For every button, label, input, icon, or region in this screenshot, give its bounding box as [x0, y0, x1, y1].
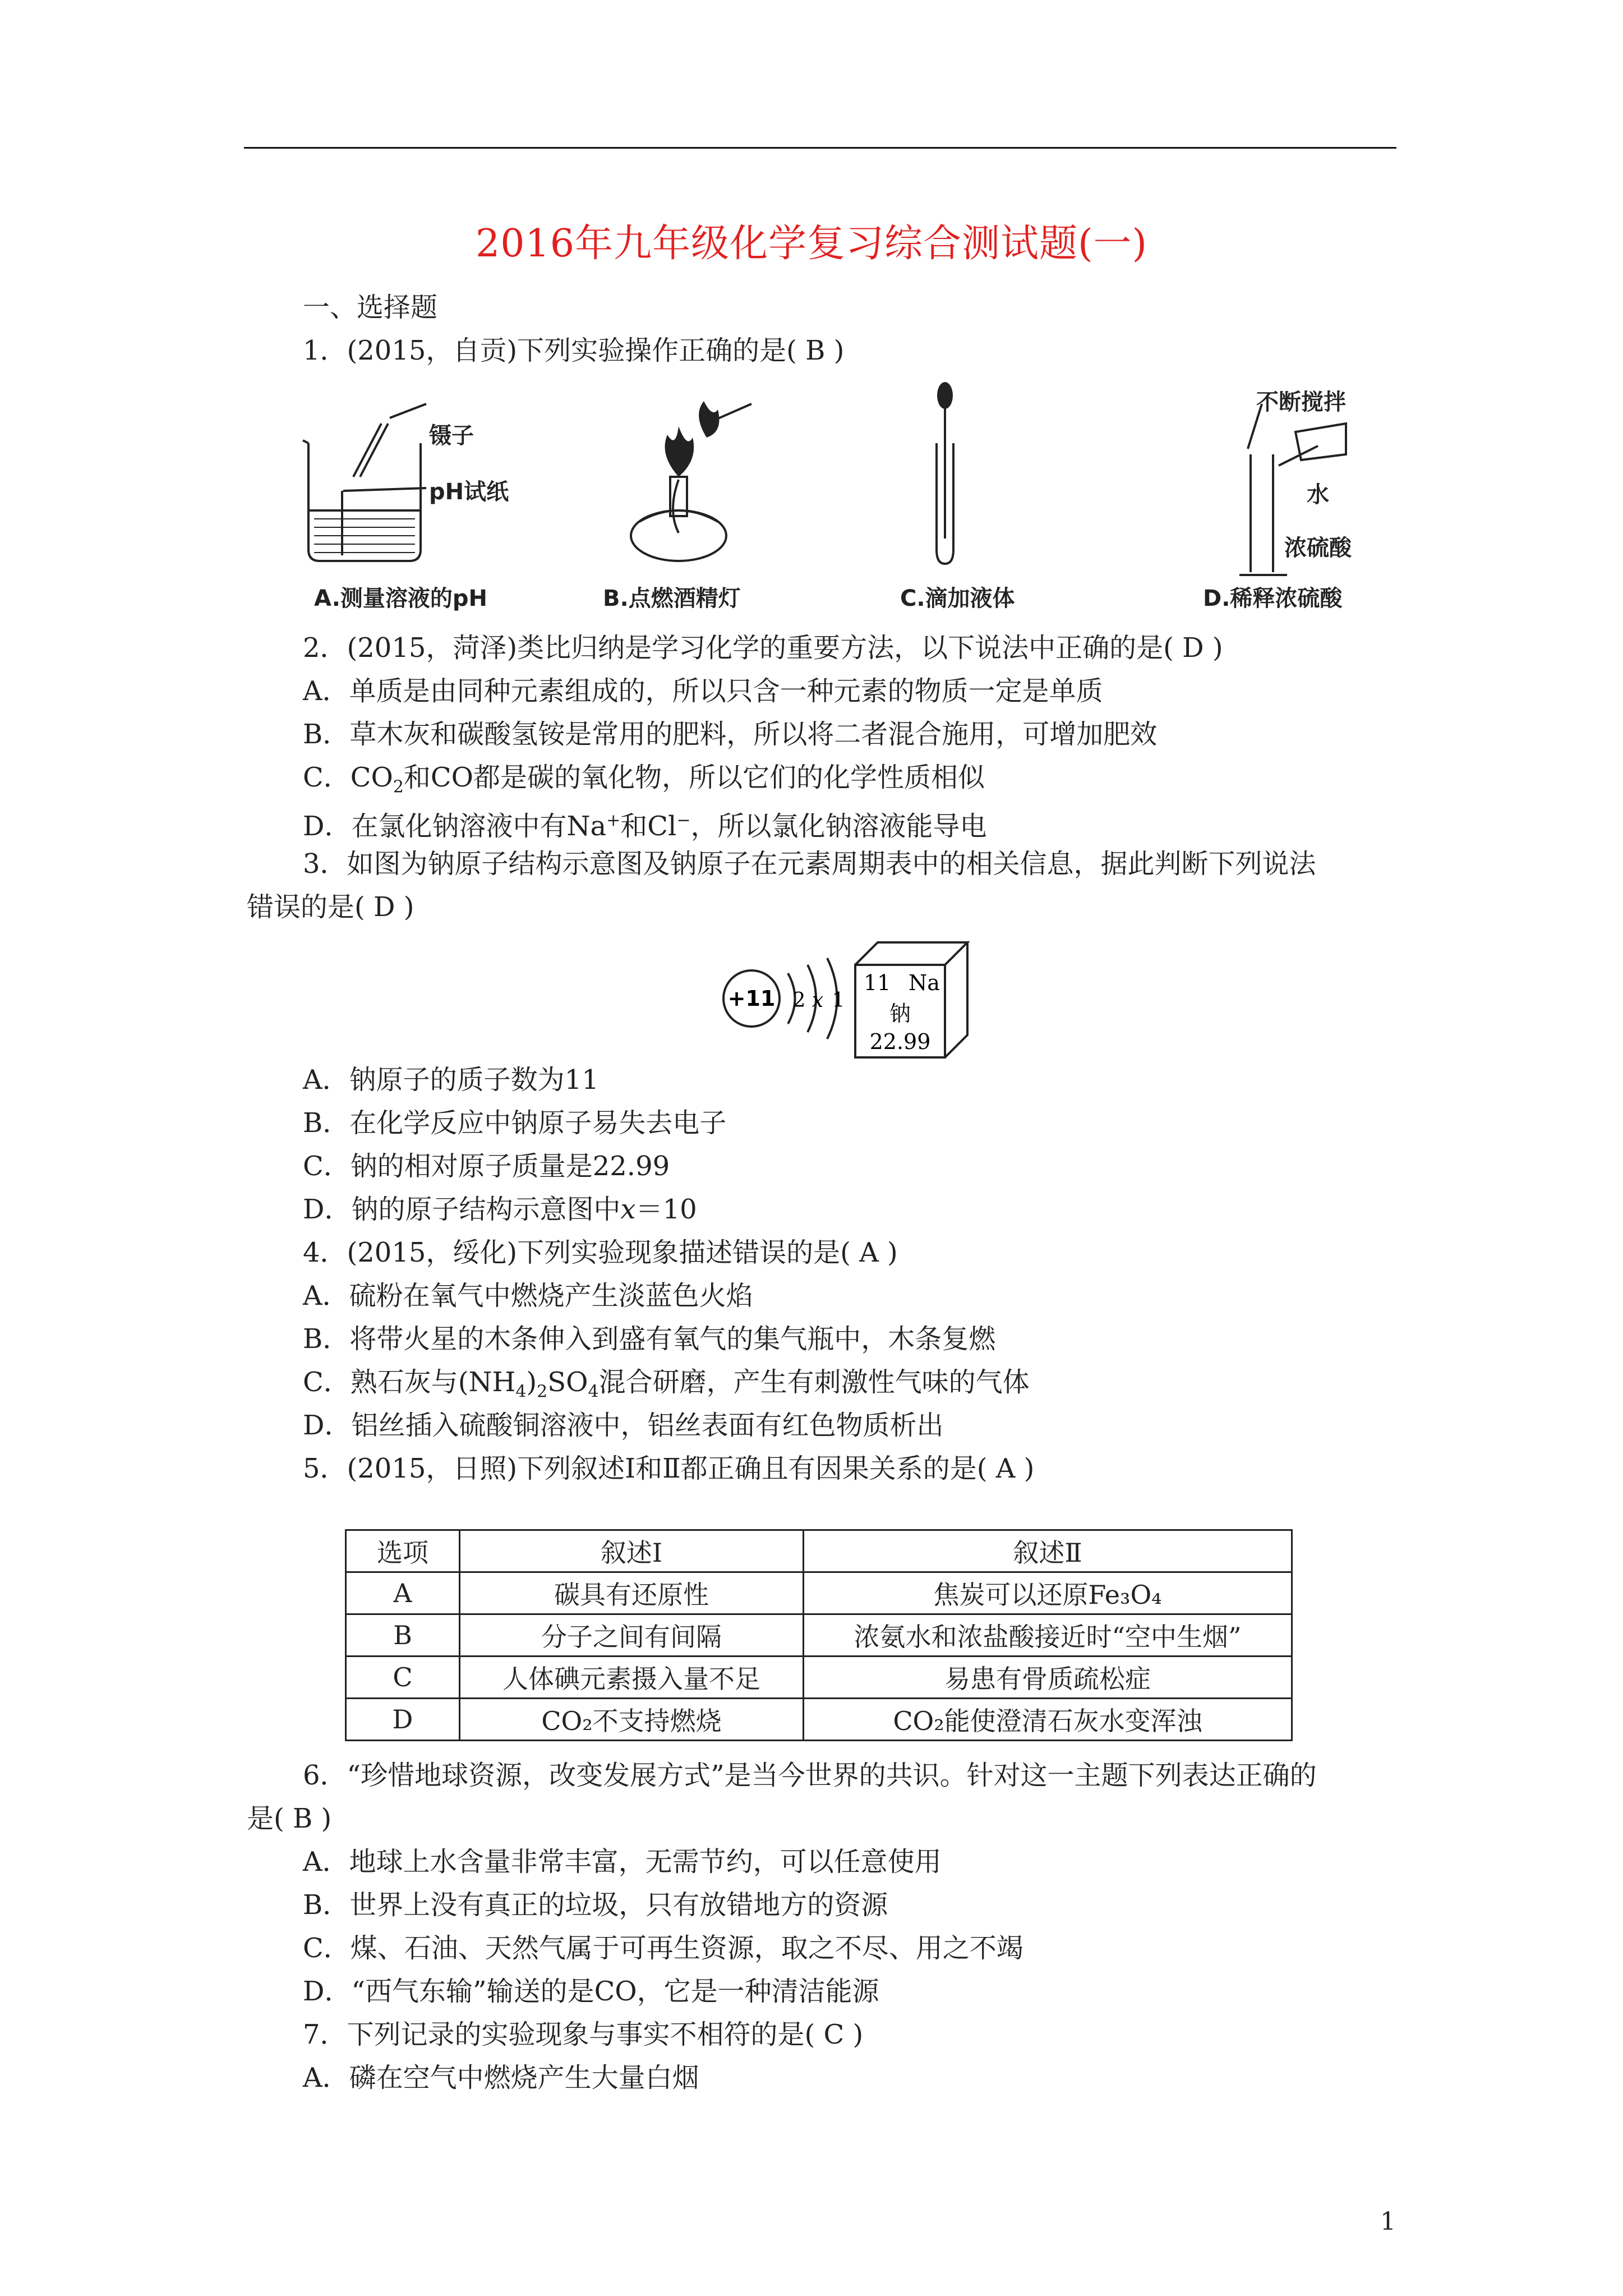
- table-cell: 碳具有还原性: [460, 1572, 804, 1614]
- q2-option-b: B．草木灰和碳酸氢铵是常用的肥料，所以将二者混合施用，可增加肥效: [303, 719, 1158, 750]
- q7-option-a: A．磷在空气中燃烧产生大量白烟: [303, 2062, 699, 2093]
- sodium-atom-figure: [718, 926, 976, 1060]
- table-cell: 易患有骨质疏松症: [804, 1657, 1292, 1699]
- table-row: [346, 1572, 1292, 1614]
- page-number: 1: [1380, 2207, 1396, 2236]
- q3-option-b: B．在化学反应中钠原子易失去电子: [303, 1107, 727, 1139]
- q6-option-a: A．地球上水含量非常丰富，无需节约，可以任意使用: [303, 1846, 942, 1878]
- q4-stem: 4．(2015，绥化)下列实验现象描述错误的是( A ): [303, 1237, 898, 1268]
- caption-a: A.测量溶液的pH: [314, 586, 488, 611]
- table-cell: 焦炭可以还原Fe₃O₄: [804, 1572, 1292, 1614]
- caption-d: D.稀释浓硫酸: [1203, 586, 1343, 611]
- table-cell: B: [346, 1614, 460, 1657]
- label-stir: 不断搅拌: [1256, 389, 1346, 415]
- page-title: 2016年九年级化学复习综合测试题(一): [475, 222, 1148, 266]
- q4-option-b: B．将带火星的木条伸入到盛有氧气的集气瓶中，木条复燃: [303, 1323, 996, 1355]
- q4-option-d: D．铝丝插入硫酸铜溶液中，铝丝表面有红色物质析出: [303, 1410, 944, 1441]
- q3-stem-1: 3．如图为钠原子结构示意图及钠原子在元素周期表中的相关信息，据此判断下列说法: [303, 848, 1316, 880]
- q2-option-d: D．在氯化钠溶液中有Na+和Cl−，所以氯化钠溶液能导电: [303, 811, 987, 842]
- table-header-row: [346, 1530, 1292, 1572]
- table-cell: 人体碘元素摄入量不足: [460, 1657, 804, 1699]
- label-ph-paper: pH试纸: [429, 479, 509, 505]
- atomic-mass: 22.99: [869, 1029, 931, 1054]
- element-symbol: Na: [909, 970, 940, 995]
- table-cell: 浓氨水和浓盐酸接近时“空中生烟”: [804, 1614, 1292, 1657]
- table-row: [346, 1614, 1292, 1657]
- table-row: [346, 1699, 1292, 1741]
- q6-stem-2: 是( B ): [247, 1803, 332, 1834]
- caption-c: C.滴加液体: [900, 586, 1015, 611]
- q6-option-b: B．世界上没有真正的垃圾，只有放错地方的资源: [303, 1889, 888, 1921]
- shell-3-count: 1: [832, 989, 845, 1012]
- q4-option-a: A．硫粉在氧气中燃烧产生淡蓝色火焰: [303, 1280, 753, 1312]
- q2-stem: 2．(2015，菏泽)类比归纳是学习化学的重要方法，以下说法中正确的是( D ): [303, 632, 1223, 664]
- q3-stem-2: 错误的是( D ): [247, 891, 414, 923]
- q7-stem: 7．下列记录的实验现象与事实不相符的是( C ): [303, 2019, 864, 2050]
- nucleus-charge: +11: [727, 986, 776, 1011]
- table-cell: CO₂能使澄清石灰水变浑浊: [804, 1699, 1292, 1741]
- table-cell: C: [346, 1657, 460, 1699]
- q6-stem-1: 6．“珍惜地球资源，改变发展方式”是当今世界的共识。针对这一主题下列表达正确的: [303, 1760, 1317, 1791]
- label-acid: 浓硫酸: [1284, 535, 1352, 561]
- q3-option-a: A．钠原子的质子数为11: [303, 1064, 599, 1096]
- label-tweezers: 镊子: [429, 423, 474, 449]
- q6-option-c: C．煤、石油、天然气属于可再生资源，取之不尽、用之不竭: [303, 1932, 1023, 1964]
- table-cell: 分子之间有间隔: [460, 1614, 804, 1657]
- caption-b: B.点燃酒精灯: [603, 586, 741, 611]
- q6-option-d: D．“西气东输”输送的是CO，它是一种清洁能源: [303, 1976, 879, 2007]
- q1-stem: 1．(2015，自贡)下列实验操作正确的是( B ): [303, 335, 845, 366]
- header-statement-1: 叙述Ⅰ: [460, 1530, 804, 1572]
- q2-option-c: C．$CO_2$和CO都是碳的氧化物，所以它们的化学性质相似: [303, 762, 985, 797]
- q2-option-a: A．单质是由同种元素组成的，所以只含一种元素的物质一定是单质: [303, 675, 1103, 707]
- table-cell: D: [346, 1699, 460, 1741]
- header-statement-2: 叙述Ⅱ: [804, 1530, 1292, 1572]
- atomic-number: 11: [864, 970, 891, 995]
- shell-1-count: 2: [792, 989, 806, 1012]
- table-cell: A: [346, 1572, 460, 1614]
- header-rule: [244, 147, 1396, 149]
- shell-2-count: x: [811, 989, 824, 1012]
- q3-option-d: D．钠的原子结构示意图中x＝10: [303, 1194, 697, 1225]
- table-row: [346, 1657, 1292, 1699]
- q5-table: [345, 1529, 1293, 1741]
- q5-stem: 5．(2015，日照)下列叙述Ⅰ和Ⅱ都正确且有因果关系的是( A ): [303, 1453, 1035, 1484]
- header-option: 选项: [346, 1530, 460, 1572]
- q3-option-c: C．钠的相对原子质量是22.99: [303, 1151, 670, 1182]
- table-cell: CO₂不支持燃烧: [460, 1699, 804, 1741]
- label-water: 水: [1307, 482, 1329, 508]
- q4-option-c: C．熟石灰与$(NH_4)_2SO_4$混合研磨，产生有刺激性气味的气体: [303, 1366, 1030, 1402]
- section-heading: 一、选择题: [303, 292, 438, 323]
- element-name: 钠: [889, 1001, 911, 1026]
